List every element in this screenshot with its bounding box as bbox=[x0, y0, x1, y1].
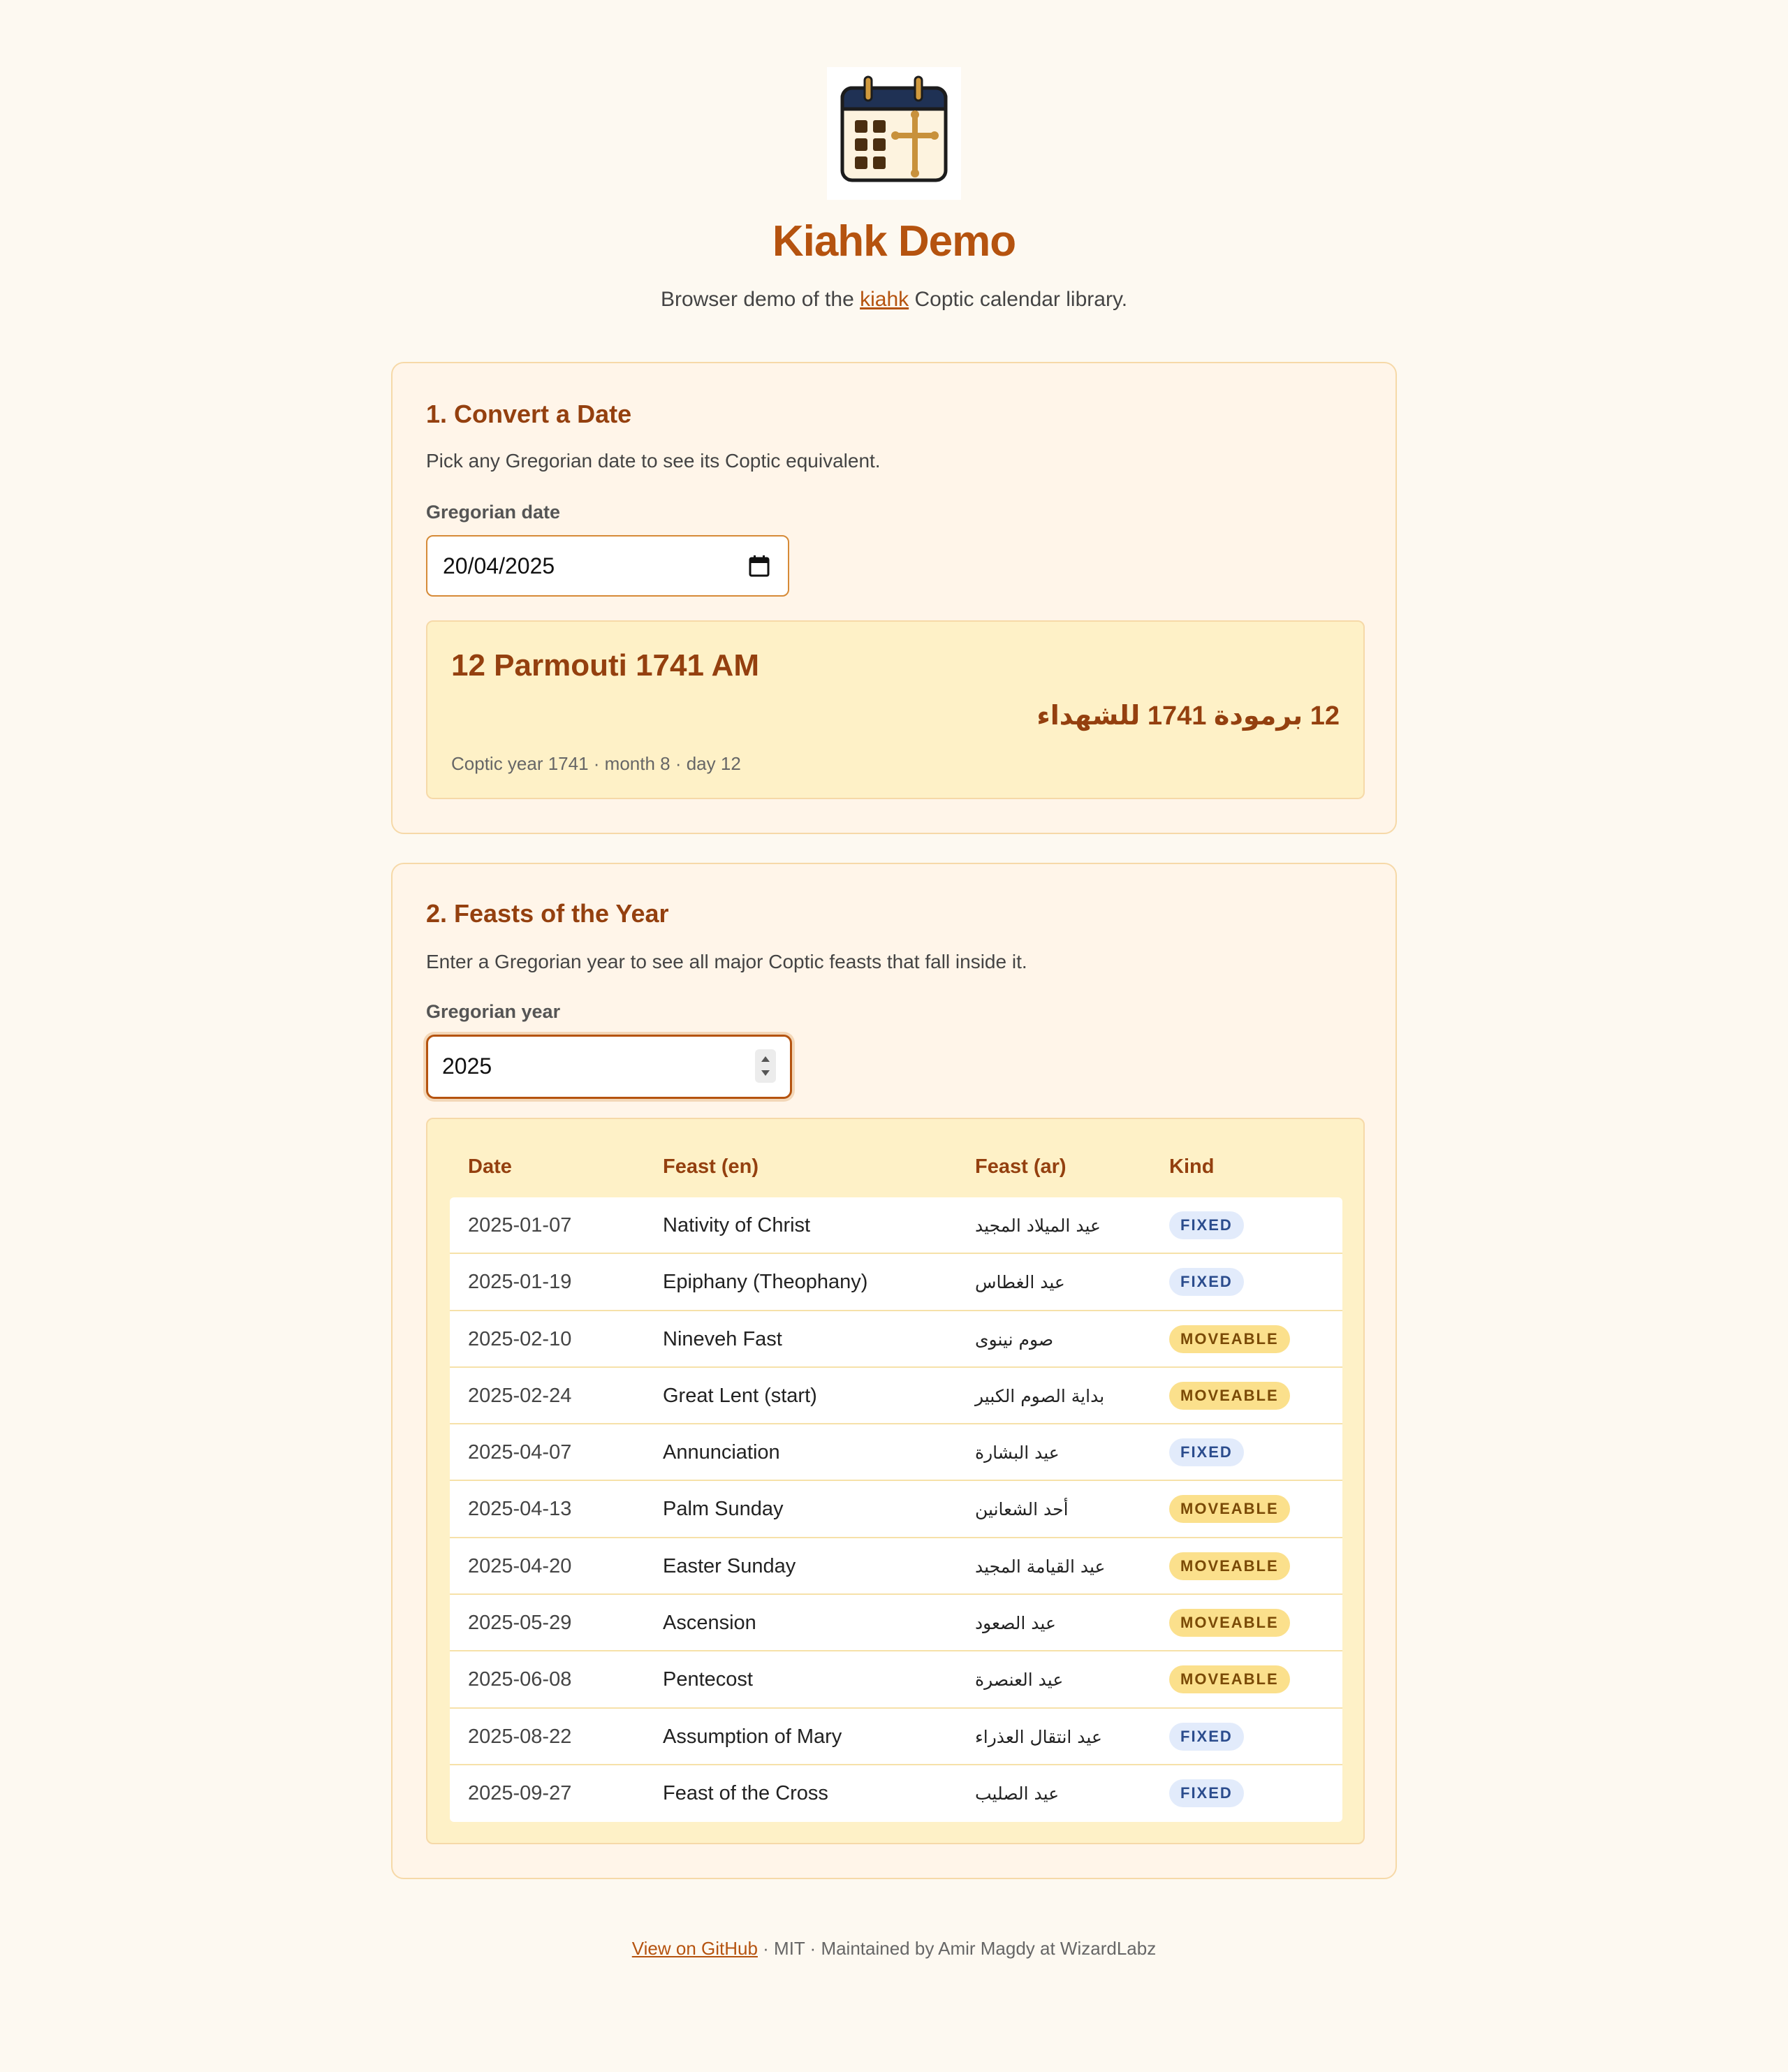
feast-name-en: Nativity of Christ bbox=[663, 1214, 811, 1236]
table-row bbox=[450, 1311, 1342, 1368]
stepper-down-icon[interactable] bbox=[761, 1070, 770, 1076]
footer bbox=[0, 1938, 1788, 1960]
coptic-date-ar: 12 برمودة 1741 للشهداء bbox=[1036, 701, 1340, 731]
table-row bbox=[450, 1651, 1342, 1708]
kind-badge: FIXED bbox=[1169, 1438, 1244, 1466]
table-row bbox=[450, 1197, 1342, 1254]
feast-name-en: Easter Sunday bbox=[663, 1554, 796, 1577]
page-title: Kiahk Demo bbox=[772, 217, 1016, 265]
gregorian-date-label: Gregorian date bbox=[426, 502, 561, 523]
convert-description: Pick any Gregorian date to see its Coptic equivalent. bbox=[426, 450, 881, 472]
feast-name-en: Palm Sunday bbox=[663, 1498, 784, 1521]
feast-date: 2025-04-13 bbox=[468, 1498, 572, 1521]
kind-badge: FIXED bbox=[1169, 1268, 1244, 1296]
feast-name-ar: عيد العنصرة bbox=[975, 1670, 1064, 1691]
feast-name-en: Ascension bbox=[663, 1612, 756, 1635]
kind-badge: MOVEABLE bbox=[1169, 1325, 1290, 1353]
column-header-feast-ar: Feast (ar) bbox=[975, 1155, 1067, 1178]
feast-date: 2025-02-10 bbox=[468, 1327, 572, 1350]
convert-heading: 1. Convert a Date bbox=[426, 400, 632, 428]
feast-date: 2025-01-07 bbox=[468, 1214, 572, 1236]
calendar-picker-icon[interactable] bbox=[749, 555, 770, 577]
feasts-heading: 2. Feasts of the Year bbox=[426, 899, 669, 928]
column-header-date: Date bbox=[468, 1155, 512, 1178]
kind-badge: FIXED bbox=[1169, 1211, 1244, 1239]
feast-date: 2025-02-24 bbox=[468, 1384, 572, 1407]
table-row bbox=[450, 1481, 1342, 1538]
feast-name-ar: عيد الميلاد المجيد bbox=[975, 1216, 1101, 1236]
subtitle-text: Browser demo of the bbox=[660, 288, 860, 311]
table-header bbox=[450, 1155, 1342, 1197]
table-row bbox=[450, 1595, 1342, 1651]
kind-badge: MOVEABLE bbox=[1169, 1665, 1290, 1693]
date-input-value: 20/04/2025 bbox=[443, 553, 555, 578]
kind-badge: MOVEABLE bbox=[1169, 1552, 1290, 1580]
feast-name-ar: بداية الصوم الكبير bbox=[975, 1385, 1105, 1406]
feast-name-en: Annunciation bbox=[663, 1441, 780, 1464]
column-header-feast-en: Feast (en) bbox=[663, 1155, 759, 1178]
github-link[interactable]: View on GitHub bbox=[631, 1938, 758, 1959]
footer-text: · MIT · Maintained by Amir Magdy at WizardLabz bbox=[757, 1938, 1157, 1959]
feast-name-ar: عيد القيامة المجيد bbox=[975, 1556, 1106, 1577]
feasts-description: Enter a Gregorian year to see all major Coptic feasts that fall inside it. bbox=[426, 951, 1027, 972]
kind-badge: MOVEABLE bbox=[1169, 1495, 1290, 1523]
feast-date: 2025-05-29 bbox=[468, 1612, 572, 1635]
convert-date-card bbox=[391, 362, 1397, 834]
table-body bbox=[450, 1197, 1342, 1822]
subtitle-text-end: Coptic calendar library. bbox=[909, 288, 1128, 311]
calendar-cross-icon bbox=[827, 67, 961, 200]
feast-name-ar: عيد الصليب bbox=[975, 1783, 1060, 1804]
coptic-result-box bbox=[426, 620, 1365, 799]
feast-name-ar: عيد الصعود bbox=[975, 1613, 1056, 1634]
table-row bbox=[450, 1538, 1342, 1595]
feast-name-en: Nineveh Fast bbox=[663, 1327, 782, 1350]
kiahk-link[interactable]: kiahk bbox=[860, 288, 909, 311]
feast-name-ar: عيد انتقال العذراء bbox=[975, 1726, 1102, 1747]
column-header-kind: Kind bbox=[1169, 1155, 1215, 1178]
feast-date: 2025-04-20 bbox=[468, 1554, 572, 1577]
coptic-date-meta: Coptic year 1741 · month 8 · day 12 bbox=[451, 753, 741, 774]
feast-name-en: Great Lent (start) bbox=[663, 1384, 817, 1407]
kind-badge: MOVEABLE bbox=[1169, 1609, 1290, 1637]
feast-name-ar: عيد البشارة bbox=[975, 1443, 1060, 1464]
feast-name-en: Feast of the Cross bbox=[663, 1781, 828, 1804]
page-subtitle bbox=[0, 288, 1788, 312]
feast-date: 2025-01-19 bbox=[468, 1271, 572, 1294]
feast-name-ar: أحد الشعانين bbox=[975, 1499, 1069, 1520]
feast-date: 2025-09-27 bbox=[468, 1781, 572, 1804]
stepper-up-icon[interactable] bbox=[761, 1056, 770, 1062]
table-row bbox=[450, 1254, 1342, 1311]
gregorian-date-input[interactable] bbox=[426, 535, 789, 597]
table-row bbox=[450, 1765, 1342, 1822]
gregorian-year-input[interactable] bbox=[426, 1035, 792, 1099]
feast-date: 2025-08-22 bbox=[468, 1725, 572, 1748]
feast-name-ar: صوم نينوى bbox=[975, 1329, 1054, 1350]
kind-badge: MOVEABLE bbox=[1169, 1382, 1290, 1410]
feast-name-ar: عيد الغطاس bbox=[975, 1272, 1065, 1293]
table-row bbox=[450, 1368, 1342, 1424]
feast-date: 2025-04-07 bbox=[468, 1441, 572, 1464]
feast-name-en: Assumption of Mary bbox=[663, 1725, 842, 1748]
year-stepper[interactable] bbox=[755, 1049, 776, 1083]
table-row bbox=[450, 1709, 1342, 1765]
kind-badge: FIXED bbox=[1169, 1723, 1244, 1751]
gregorian-year-label: Gregorian year bbox=[426, 1001, 561, 1022]
table-row bbox=[450, 1424, 1342, 1481]
feast-date: 2025-06-08 bbox=[468, 1668, 572, 1691]
year-input-value: 2025 bbox=[442, 1053, 492, 1079]
feast-name-en: Pentecost bbox=[663, 1668, 753, 1691]
coptic-date-en: 12 Parmouti 1741 AM bbox=[451, 648, 759, 683]
feast-name-en: Epiphany (Theophany) bbox=[663, 1271, 868, 1294]
kind-badge: FIXED bbox=[1169, 1779, 1244, 1807]
feasts-card bbox=[391, 863, 1397, 1879]
feasts-table bbox=[426, 1118, 1365, 1844]
